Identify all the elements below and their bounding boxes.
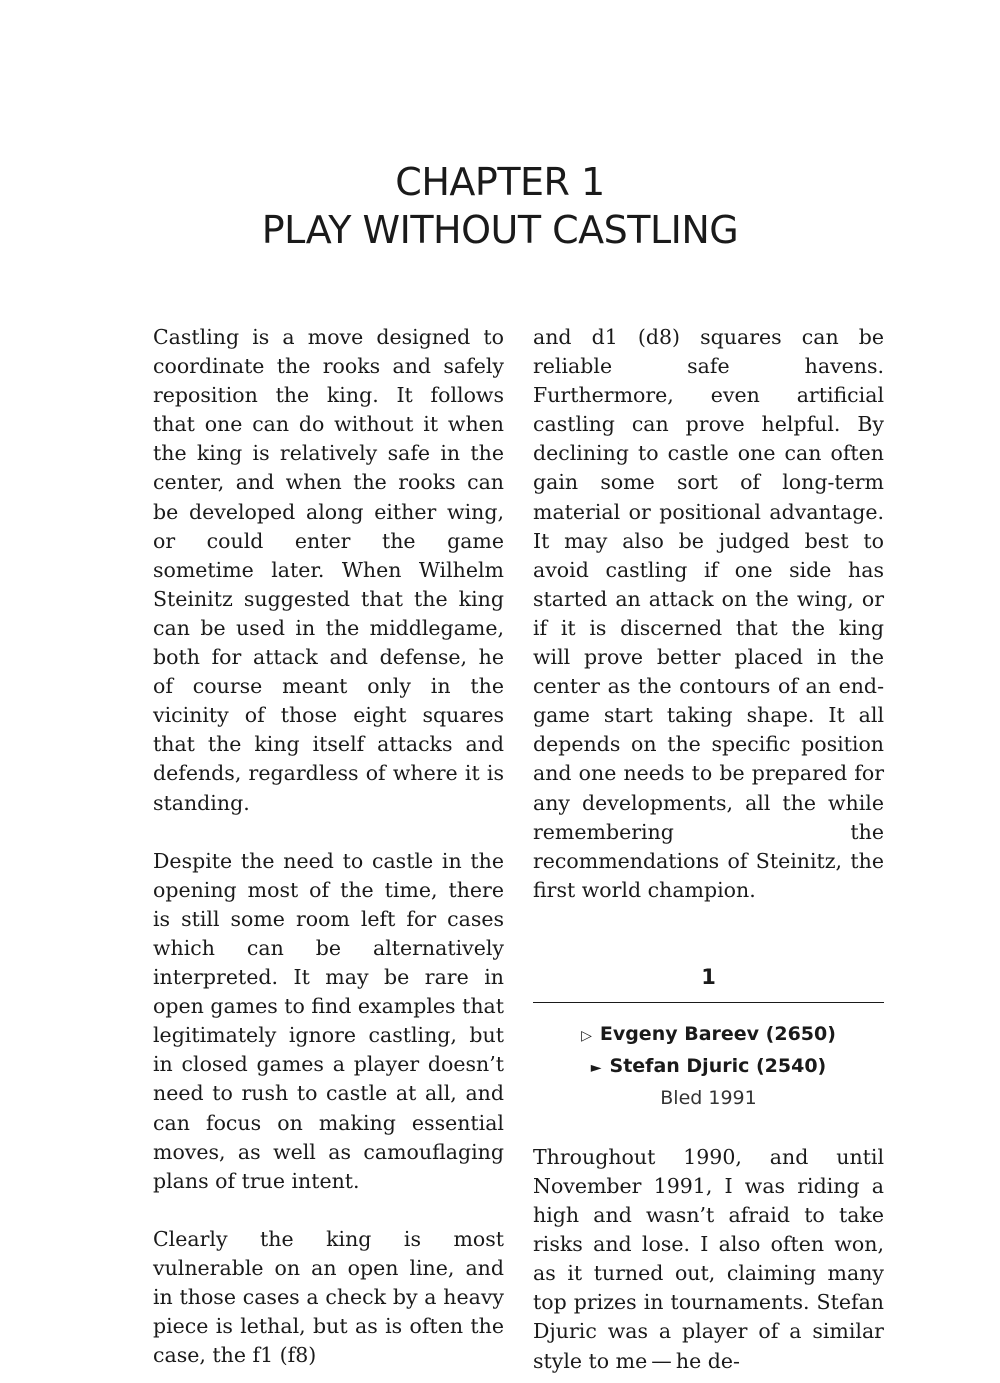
paragraph: Clearly the king is most vulnerable on an open line, and in those cases a check by a heavy piece is lethal, but as is often the case, the f1 (f8) xyxy=(153,1226,504,1368)
game-venue: Bled 1991 xyxy=(660,1086,757,1109)
left-column xyxy=(153,323,504,1370)
players xyxy=(533,1019,884,1083)
paragraph: Throughout 1990, and until November 1991, I was riding a high and wasn’t afraid to take risks and lose. I also often won, as it turned out, claiming many top prizes in tournaments. Stefan Djuric was a player of a similar style to me — he de- xyxy=(533,1144,884,1373)
paragraph: and d1 (d8) squares can be reliable safe havens. Furthermore, even artificial castling can prove helpful. By declining to castle one can often gain some sort of long-term material or positional advantage. It may also be judged best to avoid castling if one side has started an attack on the wing, or if it is discerned that the king will prove better placed in the center as the contours of an endgame start taking shape. It all depends on the specific position and one needs to be prepared for any developments, all the while remembering the recommendations of Steinitz, the first world champion. xyxy=(533,325,884,902)
white-triangle-icon: ▷ xyxy=(581,1027,592,1044)
paragraph: Castling is a move designed to coordinate the rooks and safely reposition the king. It follows that one can do without it when the king is relatively safe in the center, and when the rooks can be developed along either wing, or could enter the game sometime later. When Wilhelm Steinitz suggested that the king can be used in the middlegame, both for attack and defense, he of course meant only in the vicinity of those eight squares that the king itself attacks and defends, regardless of where it is standing. xyxy=(153,325,504,815)
game-header xyxy=(533,963,884,1113)
game-number: 1 xyxy=(533,963,884,1003)
white-player xyxy=(533,1019,884,1051)
chapter-title: PLAY WITHOUT CASTLING xyxy=(261,208,739,252)
white-player-name: Evgeny Bareev (2650) xyxy=(599,1022,836,1045)
black-player xyxy=(533,1051,884,1083)
right-column xyxy=(533,323,884,1376)
black-triangle-icon: ► xyxy=(590,1059,602,1076)
paragraph: Despite the need to castle in the opening most of the time, there is still some room left for cases which can be alternatively interpreted. It may be rare in open games to find examples that legitimately ignore castling, but in closed games a player doesn’t need to rush to castle at all, and can focus on making essential moves, as well as camouflaging plans of true intent. xyxy=(153,848,504,1193)
chapter-number: CHAPTER 1 xyxy=(395,160,605,204)
chapter-heading xyxy=(0,158,1000,254)
black-player-name: Stefan Djuric (2540) xyxy=(609,1054,827,1077)
